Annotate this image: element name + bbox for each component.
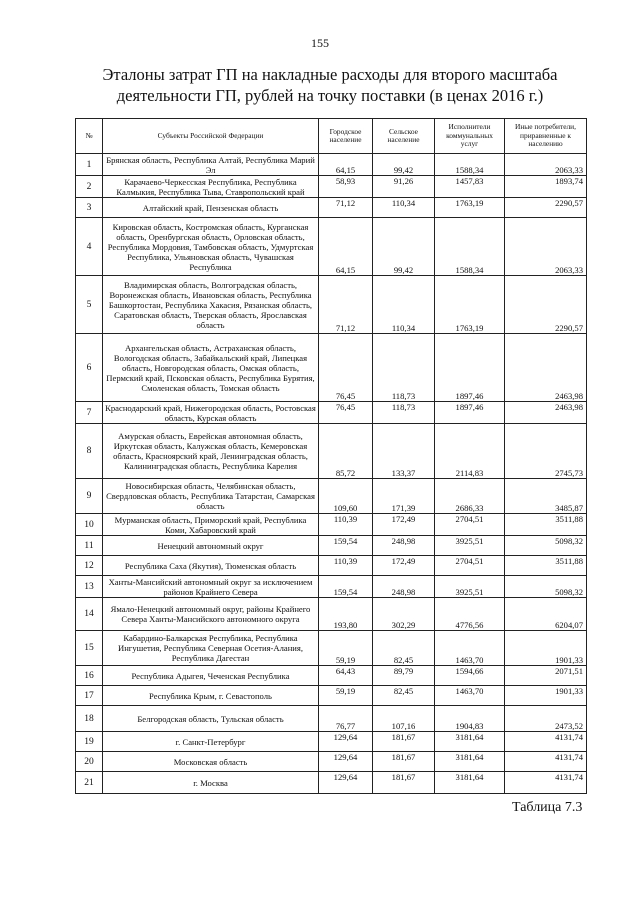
row-utilities-value: 1897,46	[435, 402, 505, 424]
row-utilities-value: 3181,64	[435, 772, 505, 794]
row-rural-value: 181,67	[373, 772, 435, 794]
row-other-value: 4131,74	[505, 772, 587, 794]
table-body	[76, 154, 587, 794]
row-subjects: Амурская область, Еврейская автономная область, Иркутская область, Калужская область, Кемеровская область, Красноярский край, Ленинградская область, Калининградская область, Республика Карелия	[103, 424, 319, 479]
table-row	[76, 706, 587, 732]
header-rural: Сельское население	[373, 119, 435, 154]
row-subjects: Архангельская область, Астраханская область, Вологодская область, Забайкальский край, Липецкая область, Новгородская область, Омская область, Пермский край, Псковская область, Республика Бурятия, Смоленская область, Томская область	[103, 334, 319, 402]
table-row	[76, 198, 587, 218]
table-row	[76, 514, 587, 536]
row-other-value: 2063,33	[505, 154, 587, 176]
row-other-value: 2473,52	[505, 706, 587, 732]
row-subjects: Ханты-Мансийский автономный округ за исключением районов Крайнего Севера	[103, 576, 319, 598]
row-number: 19	[76, 732, 103, 752]
header-urban: Городское население	[319, 119, 373, 154]
row-other-value: 6204,07	[505, 598, 587, 631]
row-subjects: Кировская область, Костромская область, Курганская область, Оренбургская область, Орловская область, Республика Мордовия, Тамбовская область, Удмуртская Республика, Ульяновская область, Чувашская Республика	[103, 218, 319, 276]
row-subjects: Карачаево-Черкесская Республика, Республика Калмыкия, Республика Тыва, Ставропольский край	[103, 176, 319, 198]
row-rural-value: 118,73	[373, 402, 435, 424]
row-urban-value: 129,64	[319, 772, 373, 794]
row-rural-value: 248,98	[373, 576, 435, 598]
table-row	[76, 176, 587, 198]
row-subjects: Московская область	[103, 752, 319, 772]
row-other-value: 2063,33	[505, 218, 587, 276]
row-subjects: Владимирская область, Волгоградская область, Воронежская область, Ивановская область, Республика Башкортостан, Республика Хакасия, Рязанская область, Саратовская область, Тверская область, Ярославская область	[103, 276, 319, 334]
row-number: 10	[76, 514, 103, 536]
row-rural-value: 133,37	[373, 424, 435, 479]
row-number: 7	[76, 402, 103, 424]
row-utilities-value: 3181,64	[435, 732, 505, 752]
row-subjects: Мурманская область, Приморский край, Республика Коми, Хабаровский край	[103, 514, 319, 536]
header-num: №	[76, 119, 103, 154]
row-utilities-value: 1897,46	[435, 334, 505, 402]
row-number: 16	[76, 666, 103, 686]
table-row	[76, 598, 587, 631]
table-row	[76, 536, 587, 556]
row-rural-value: 181,67	[373, 752, 435, 772]
row-urban-value: 129,64	[319, 752, 373, 772]
header-utilities: Исполнители коммунальных услуг	[435, 119, 505, 154]
row-urban-value: 76,77	[319, 706, 373, 732]
row-rural-value: 89,79	[373, 666, 435, 686]
row-utilities-value: 2704,51	[435, 556, 505, 576]
row-urban-value: 129,64	[319, 732, 373, 752]
row-urban-value: 76,45	[319, 402, 373, 424]
row-other-value: 2290,57	[505, 276, 587, 334]
row-subjects: Республика Крым, г. Севастополь	[103, 686, 319, 706]
row-subjects: Алтайский край, Пензенская область	[103, 198, 319, 218]
row-other-value: 2745,73	[505, 424, 587, 479]
table-row	[76, 576, 587, 598]
row-urban-value: 110,39	[319, 514, 373, 536]
row-rural-value: 171,39	[373, 479, 435, 514]
row-rural-value: 82,45	[373, 631, 435, 666]
row-utilities-value: 2686,33	[435, 479, 505, 514]
row-rural-value: 118,73	[373, 334, 435, 402]
row-number: 6	[76, 334, 103, 402]
row-urban-value: 59,19	[319, 686, 373, 706]
row-subjects: Кабардино-Балкарская Республика, Республика Ингушетия, Республика Северная Осетия-Алания, Республика Дагестан	[103, 631, 319, 666]
row-rural-value: 91,26	[373, 176, 435, 198]
row-number: 18	[76, 706, 103, 732]
row-urban-value: 71,12	[319, 276, 373, 334]
row-rural-value: 99,42	[373, 154, 435, 176]
row-subjects: Краснодарский край, Нижегородская область, Ростовская область, Курская область	[103, 402, 319, 424]
row-utilities-value: 3181,64	[435, 752, 505, 772]
row-number: 8	[76, 424, 103, 479]
row-other-value: 2290,57	[505, 198, 587, 218]
table-row	[76, 752, 587, 772]
row-number: 15	[76, 631, 103, 666]
row-number: 3	[76, 198, 103, 218]
row-rural-value: 82,45	[373, 686, 435, 706]
row-utilities-value: 1588,34	[435, 154, 505, 176]
row-utilities-value: 3925,51	[435, 576, 505, 598]
page-number: 155	[311, 36, 329, 50]
row-urban-value: 64,15	[319, 218, 373, 276]
row-subjects: г. Санкт-Петербург	[103, 732, 319, 752]
cost-table	[75, 118, 587, 794]
row-other-value: 3511,88	[505, 514, 587, 536]
row-urban-value: 64,15	[319, 154, 373, 176]
page-title	[60, 64, 600, 106]
header-other: Иные потребители, приравненные к населению	[505, 119, 587, 154]
row-urban-value: 64,43	[319, 666, 373, 686]
title-line-1: Эталоны затрат ГП на накладные расходы для второго масштаба	[102, 65, 558, 84]
table-header-row	[76, 119, 587, 154]
row-number: 20	[76, 752, 103, 772]
row-rural-value: 248,98	[373, 536, 435, 556]
row-urban-value: 58,93	[319, 176, 373, 198]
row-other-value: 4131,74	[505, 752, 587, 772]
row-urban-value: 59,19	[319, 631, 373, 666]
row-rural-value: 110,34	[373, 198, 435, 218]
row-urban-value: 159,54	[319, 576, 373, 598]
row-urban-value: 159,54	[319, 536, 373, 556]
row-other-value: 3511,88	[505, 556, 587, 576]
row-other-value: 3485,87	[505, 479, 587, 514]
row-utilities-value: 1457,83	[435, 176, 505, 198]
row-number: 9	[76, 479, 103, 514]
row-utilities-value: 1463,70	[435, 631, 505, 666]
row-other-value: 2071,51	[505, 666, 587, 686]
row-subjects: Брянская область, Республика Алтай, Республика Марий Эл	[103, 154, 319, 176]
table-row	[76, 772, 587, 794]
row-number: 2	[76, 176, 103, 198]
header-subjects: Субъекты Российской Федерации	[103, 119, 319, 154]
row-urban-value: 85,72	[319, 424, 373, 479]
row-utilities-value: 1594,66	[435, 666, 505, 686]
table-row	[76, 631, 587, 666]
row-other-value: 1901,33	[505, 631, 587, 666]
row-other-value: 1901,33	[505, 686, 587, 706]
row-number: 5	[76, 276, 103, 334]
row-utilities-value: 1588,34	[435, 218, 505, 276]
row-subjects: Новосибирская область, Челябинская область, Свердловская область, Республика Татарстан, Самарская область	[103, 479, 319, 514]
row-rural-value: 107,16	[373, 706, 435, 732]
row-number: 4	[76, 218, 103, 276]
row-number: 21	[76, 772, 103, 794]
row-rural-value: 172,49	[373, 514, 435, 536]
row-utilities-value: 2704,51	[435, 514, 505, 536]
row-utilities-value: 1763,19	[435, 276, 505, 334]
row-number: 13	[76, 576, 103, 598]
row-utilities-value: 3925,51	[435, 536, 505, 556]
row-urban-value: 109,60	[319, 479, 373, 514]
row-number: 12	[76, 556, 103, 576]
row-rural-value: 110,34	[373, 276, 435, 334]
row-rural-value: 181,67	[373, 732, 435, 752]
table-row	[76, 334, 587, 402]
row-other-value: 4131,74	[505, 732, 587, 752]
row-number: 17	[76, 686, 103, 706]
row-other-value: 2463,98	[505, 402, 587, 424]
row-utilities-value: 2114,83	[435, 424, 505, 479]
row-urban-value: 76,45	[319, 334, 373, 402]
title-line-2: деятельности ГП, рублей на точку поставки (в ценах 2016 г.)	[116, 86, 544, 105]
row-other-value: 5098,32	[505, 576, 587, 598]
row-subjects: г. Москва	[103, 772, 319, 794]
row-rural-value: 99,42	[373, 218, 435, 276]
row-number: 11	[76, 536, 103, 556]
table-row	[76, 402, 587, 424]
table-row	[76, 556, 587, 576]
row-other-value: 2463,98	[505, 334, 587, 402]
row-rural-value: 172,49	[373, 556, 435, 576]
table-caption: Таблица 7.3	[512, 800, 583, 815]
row-subjects: Белгородская область, Тульская область	[103, 706, 319, 732]
table-row	[76, 154, 587, 176]
row-rural-value: 302,29	[373, 598, 435, 631]
row-urban-value: 110,39	[319, 556, 373, 576]
table-row	[76, 218, 587, 276]
row-other-value: 1893,74	[505, 176, 587, 198]
row-utilities-value: 1463,70	[435, 686, 505, 706]
row-other-value: 5098,32	[505, 536, 587, 556]
row-urban-value: 71,12	[319, 198, 373, 218]
table-row	[76, 732, 587, 752]
table-row	[76, 666, 587, 686]
row-number: 1	[76, 154, 103, 176]
row-subjects: Ямало-Ненецкий автономный округ, районы Крайнего Севера Ханты-Мансийского автономного округа	[103, 598, 319, 631]
row-number: 14	[76, 598, 103, 631]
row-urban-value: 193,80	[319, 598, 373, 631]
row-subjects: Республика Саха (Якутия), Тюменская область	[103, 556, 319, 576]
row-utilities-value: 4776,56	[435, 598, 505, 631]
row-subjects: Республика Адыгея, Чеченская Республика	[103, 666, 319, 686]
table-row	[76, 479, 587, 514]
table-row	[76, 424, 587, 479]
row-subjects: Ненецкий автономный округ	[103, 536, 319, 556]
table-row	[76, 686, 587, 706]
table-row	[76, 276, 587, 334]
row-utilities-value: 1763,19	[435, 198, 505, 218]
row-utilities-value: 1904,83	[435, 706, 505, 732]
